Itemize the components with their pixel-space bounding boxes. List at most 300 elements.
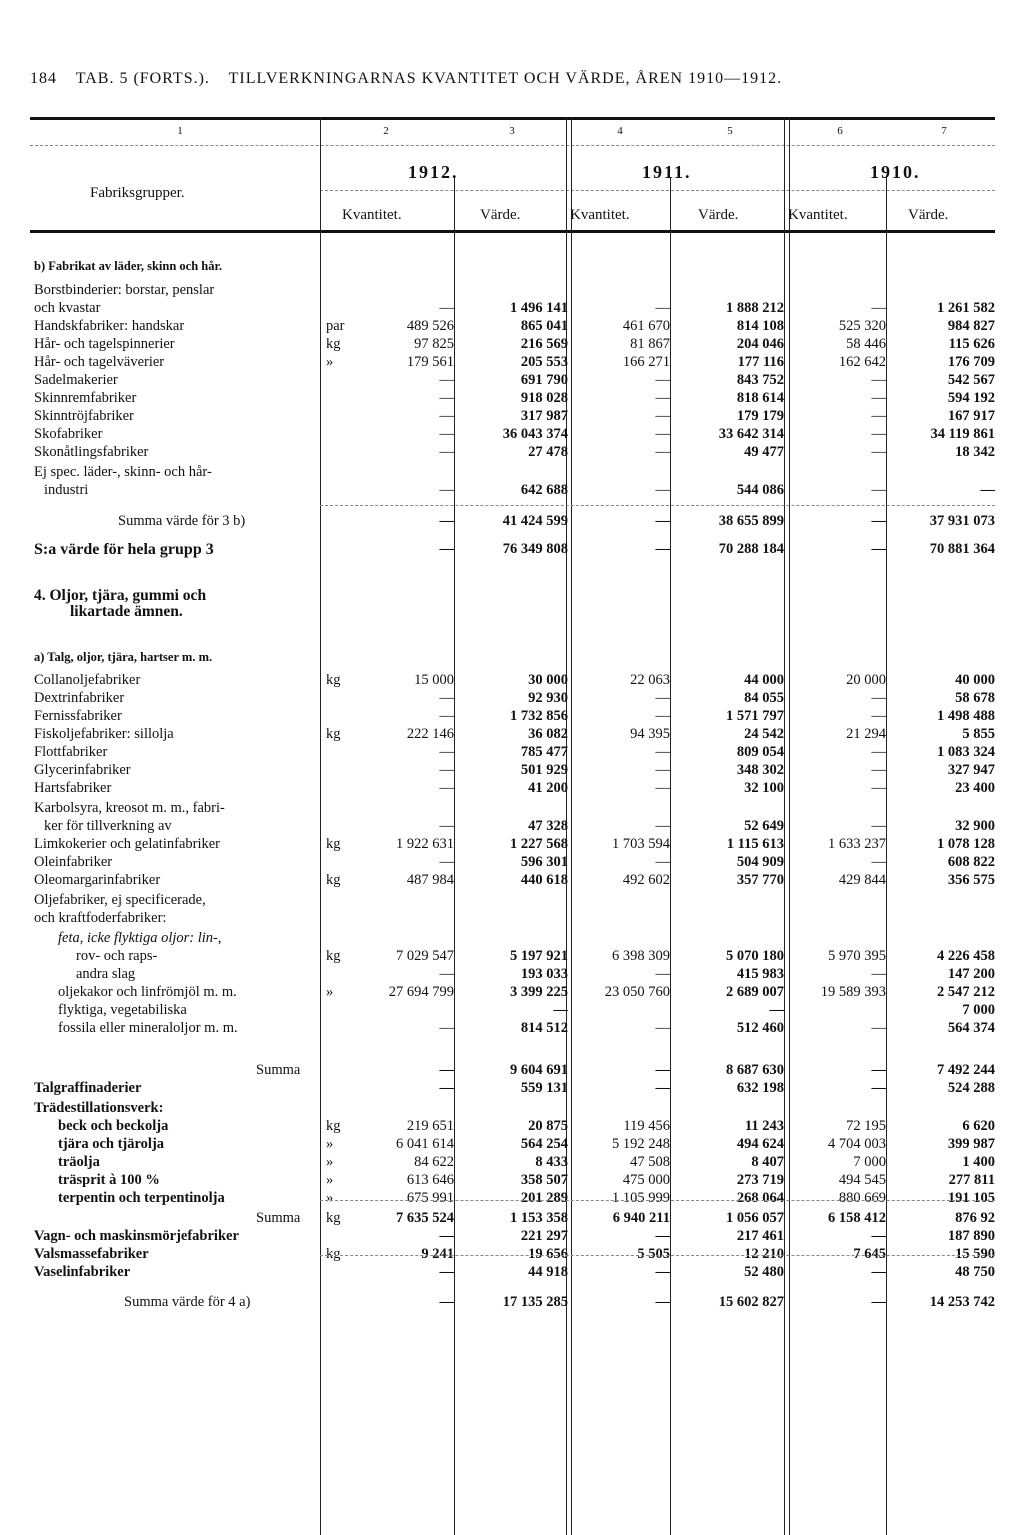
value-cell: 36 082 [528, 726, 568, 742]
unit-cell: » [326, 354, 334, 370]
quantity-cell: — [439, 818, 454, 834]
quantity-cell: — [655, 708, 670, 724]
quantity-cell: — [655, 426, 670, 442]
quantity-cell: — [655, 1020, 670, 1036]
value-cell: 177 116 [737, 354, 784, 370]
value-cell: 70 881 364 [929, 541, 995, 557]
row-label: Oljefabriker, ej specificerade, [34, 892, 206, 908]
value-cell: 918 028 [520, 390, 568, 406]
table-row [30, 836, 995, 854]
row-label: Flottfabriker [34, 744, 108, 760]
value-cell: 18 342 [955, 444, 995, 460]
table-row [30, 762, 995, 780]
unit-cell: kg [326, 872, 341, 888]
table-row [30, 259, 995, 277]
row-label: Skinnremfabriker [34, 390, 137, 406]
row-label: oljekakor och linfrömjöl m. m. [58, 984, 237, 1000]
value-cell: 205 553 [520, 354, 568, 370]
sum-rule [320, 1255, 995, 1256]
quantity-cell: 5 505 [637, 1246, 670, 1262]
quantity-cell: — [439, 1264, 454, 1280]
table-row [30, 818, 995, 836]
value-cell: 415 983 [736, 966, 784, 982]
quantity-cell: — [655, 818, 670, 834]
table-row [30, 1100, 995, 1118]
table-row [30, 1020, 995, 1038]
value-cell: 41 424 599 [502, 513, 568, 529]
value-cell: 3 399 225 [510, 984, 568, 1000]
quantity-cell: — [439, 780, 454, 796]
quantity-cell: 15 000 [414, 672, 454, 688]
quantity-cell: — [655, 854, 670, 870]
value-cell: 559 131 [520, 1080, 568, 1096]
quantity-cell: — [655, 1228, 670, 1244]
quantity-cell: — [871, 1294, 886, 1310]
unit-cell: kg [326, 1118, 341, 1134]
value-cell: 6 620 [962, 1118, 995, 1134]
value-cell: 1 078 128 [937, 836, 995, 852]
quantity-cell: 84 622 [414, 1154, 454, 1170]
table-row [30, 282, 995, 300]
row-label: Handskfabriker: handskar [34, 318, 185, 334]
value-cell: — [769, 1002, 784, 1018]
column-number: 2 [383, 125, 389, 137]
value-cell: 24 542 [744, 726, 784, 742]
quantity-cell: — [871, 300, 886, 316]
quantity-cell: 27 694 799 [388, 984, 454, 1000]
sum-rule [320, 505, 995, 506]
value-cell: 52 649 [744, 818, 784, 834]
value-cell: 2 689 007 [726, 984, 784, 1000]
table-row [30, 1080, 995, 1098]
row-label: Summa [256, 1062, 301, 1078]
value-cell: 317 987 [520, 408, 568, 424]
row-label: industri [44, 482, 89, 498]
table-row [30, 1190, 995, 1208]
value-cell: 504 909 [736, 854, 784, 870]
value-cell: 348 302 [736, 762, 784, 778]
table-row [30, 372, 995, 390]
quantity-cell: — [655, 744, 670, 760]
quantity-cell: — [439, 513, 454, 529]
quantity-cell: 222 146 [406, 726, 454, 742]
table-row [30, 984, 995, 1002]
row-label: Collanoljefabriker [34, 672, 141, 688]
unit-cell: » [326, 984, 334, 1000]
row-label: Hår- och tagelväverier [34, 354, 165, 370]
value-cell: 1 227 568 [510, 836, 568, 852]
value-cell: 49 477 [744, 444, 784, 460]
unit-cell: kg [326, 836, 341, 852]
quantity-cell: — [439, 762, 454, 778]
quantity-cell: — [871, 1080, 886, 1096]
year-rule [320, 190, 995, 191]
unit-cell: » [326, 1136, 334, 1152]
value-header: Värde. [908, 207, 949, 223]
quantity-cell: 97 825 [414, 336, 454, 352]
quantity-cell: — [655, 1062, 670, 1078]
quantity-cell: 58 446 [846, 336, 886, 352]
quantity-cell: — [655, 482, 670, 498]
quantity-cell: — [439, 1062, 454, 1078]
row-label: tjära och tjärolja [58, 1136, 165, 1152]
quantity-cell: 6 158 412 [828, 1210, 886, 1226]
value-cell: 8 433 [535, 1154, 568, 1170]
quantity-cell: — [871, 1020, 886, 1036]
quantity-cell: — [871, 482, 886, 498]
quantity-cell: 525 320 [838, 318, 886, 334]
row-label: Skofabriker [34, 426, 103, 442]
value-cell: 5 197 921 [510, 948, 568, 964]
quantity-cell: — [439, 408, 454, 424]
value-cell: 691 790 [520, 372, 568, 388]
quantity-cell: 166 271 [622, 354, 670, 370]
quantity-cell: — [655, 1294, 670, 1310]
quantity-cell: — [655, 762, 670, 778]
quantity-cell: — [439, 1228, 454, 1244]
value-cell: 564 254 [520, 1136, 568, 1152]
table-row [30, 1210, 995, 1228]
table-row [30, 872, 995, 890]
table-row [30, 390, 995, 408]
quantity-cell: — [871, 513, 886, 529]
value-cell: 15 602 827 [718, 1294, 784, 1310]
quantity-cell: — [655, 390, 670, 406]
quantity-cell: — [439, 390, 454, 406]
quantity-cell: — [871, 780, 886, 796]
quantity-cell: — [655, 300, 670, 316]
value-cell: 594 192 [947, 390, 995, 406]
value-cell: 357 770 [736, 872, 784, 888]
quantity-cell: 5 192 248 [612, 1136, 670, 1152]
value-cell: 809 054 [736, 744, 784, 760]
row-label: och kraftfoderfabriker: [34, 910, 167, 926]
page-title: TILLVERKNINGARNAS KVANTITET OCH VÄRDE, ÅREN 1910—1912. [228, 70, 783, 87]
value-cell: 268 064 [736, 1190, 784, 1206]
value-cell: 1 400 [962, 1154, 995, 1170]
table-row [30, 541, 995, 559]
quantity-cell: — [871, 426, 886, 442]
quantity-cell: — [439, 708, 454, 724]
group-column-label: Fabriksgrupper. [90, 185, 185, 201]
table-row [30, 910, 995, 928]
table-row [30, 650, 995, 668]
value-cell: 843 752 [736, 372, 784, 388]
value-cell: 1 083 324 [937, 744, 995, 760]
row-label: Hartsfabriker [34, 780, 112, 796]
value-cell: 1 496 141 [510, 300, 568, 316]
column-number: 3 [509, 125, 515, 137]
value-cell: 4 226 458 [937, 948, 995, 964]
row-label: fossila eller mineraloljor m. m. [58, 1020, 238, 1036]
row-label: Vaselinfabriker [34, 1264, 131, 1280]
table-row [30, 966, 995, 984]
value-cell: 17 135 285 [502, 1294, 568, 1310]
value-cell: 542 567 [947, 372, 995, 388]
quantity-cell: — [871, 744, 886, 760]
quantity-cell: — [871, 966, 886, 982]
row-label: Oleinfabriker [34, 854, 113, 870]
quantity-cell: — [871, 372, 886, 388]
quantity-cell: — [871, 1062, 886, 1078]
quantity-cell: 179 561 [406, 354, 454, 370]
table-reference: TAB. 5 (FORTS.). [75, 70, 210, 87]
quantity-cell: 5 970 395 [828, 948, 886, 964]
value-cell: 8 687 630 [726, 1062, 784, 1078]
value-cell: 34 119 861 [930, 426, 995, 442]
value-cell: 12 210 [744, 1246, 784, 1262]
table-row [30, 318, 995, 336]
row-label: Dextrinfabriker [34, 690, 125, 706]
quantity-cell: — [439, 854, 454, 870]
quantity-cell: — [655, 780, 670, 796]
value-cell: 596 301 [520, 854, 568, 870]
table-row [30, 464, 995, 482]
quantity-cell: 1 633 237 [828, 836, 886, 852]
table-row [30, 603, 995, 621]
quantity-cell: — [439, 1294, 454, 1310]
table-row [30, 948, 995, 966]
quantity-cell: 487 984 [406, 872, 454, 888]
quantity-cell: — [439, 966, 454, 982]
quantity-cell: — [871, 854, 886, 870]
quantity-cell: 7 029 547 [396, 948, 454, 964]
table-row [30, 726, 995, 744]
unit-cell: kg [326, 726, 341, 742]
row-label: andra slag [76, 966, 136, 982]
value-cell: 44 918 [528, 1264, 568, 1280]
row-label: terpentin och terpentinolja [58, 1190, 225, 1206]
column-number: 4 [617, 125, 623, 137]
quantity-cell: — [871, 390, 886, 406]
quantity-cell: 613 646 [406, 1172, 454, 1188]
table-row [30, 336, 995, 354]
row-label: feta, icke flyktiga oljor: lin-, [58, 930, 222, 946]
value-cell: 115 626 [948, 336, 995, 352]
quantity-cell: — [439, 690, 454, 706]
quantity-cell: — [871, 1264, 886, 1280]
row-label: Karbolsyra, kreosot m. m., fabri- [34, 800, 225, 816]
value-cell: 814 512 [520, 1020, 568, 1036]
quantity-cell: 22 063 [630, 672, 670, 688]
quantity-cell: 162 642 [838, 354, 886, 370]
quantity-cell: — [655, 1264, 670, 1280]
row-label: Summa värde för 4 a) [124, 1294, 251, 1310]
row-label: Fiskoljefabriker: sillolja [34, 726, 174, 742]
table-row [30, 1062, 995, 1080]
value-cell: 1 732 856 [510, 708, 568, 724]
quantity-cell: — [655, 408, 670, 424]
value-cell: 512 460 [736, 1020, 784, 1036]
quantity-cell: — [871, 762, 886, 778]
value-cell: 40 000 [955, 672, 995, 688]
value-cell: 399 987 [947, 1136, 995, 1152]
value-cell: 167 917 [947, 408, 995, 424]
value-cell: 494 624 [736, 1136, 784, 1152]
unit-cell: » [326, 1154, 334, 1170]
row-label: Glycerinfabriker [34, 762, 131, 778]
value-cell: — [980, 482, 995, 498]
year-label: 1910. [870, 162, 921, 182]
quantity-cell: 94 395 [630, 726, 670, 742]
quantity-cell: 81 867 [630, 336, 670, 352]
value-cell: 41 200 [528, 780, 568, 796]
row-label: Skonåtlingsfabriker [34, 444, 149, 460]
year-label: 1911. [642, 162, 692, 182]
quantity-cell: 23 050 760 [604, 984, 670, 1000]
quantity-cell: 119 456 [623, 1118, 670, 1134]
value-cell: 814 108 [736, 318, 784, 334]
quantity-cell: 1 703 594 [612, 836, 670, 852]
quantity-cell: 494 545 [838, 1172, 886, 1188]
row-label: 4. Oljor, tjära, gummi och [34, 587, 207, 604]
row-label: Summa värde för 3 b) [118, 513, 246, 529]
value-cell: 20 875 [528, 1118, 568, 1134]
row-label: beck och beckolja [58, 1118, 169, 1134]
value-cell: 70 288 184 [718, 541, 784, 557]
quantity-cell: — [871, 818, 886, 834]
value-cell: 440 618 [520, 872, 568, 888]
table-row [30, 744, 995, 762]
table-row [30, 690, 995, 708]
quantity-cell: 880 669 [838, 1190, 886, 1206]
quantity-cell: 475 000 [622, 1172, 670, 1188]
value-cell: 1 571 797 [726, 708, 784, 724]
value-cell: 277 811 [948, 1172, 995, 1188]
quantity-cell: 7 635 524 [396, 1210, 454, 1226]
value-cell: 33 642 314 [718, 426, 784, 442]
value-cell: 642 688 [520, 482, 568, 498]
table-row [30, 854, 995, 872]
quantity-cell: 47 508 [630, 1154, 670, 1170]
row-label: Trädestillationsverk: [34, 1100, 164, 1116]
quantity-cell: — [439, 300, 454, 316]
value-cell: 92 930 [528, 690, 568, 706]
quantity-cell: — [439, 482, 454, 498]
column-number-rule [30, 145, 995, 146]
value-cell: 501 929 [520, 762, 568, 778]
table-row [30, 892, 995, 910]
value-cell: 7 000 [962, 1002, 995, 1018]
quantity-cell: — [871, 408, 886, 424]
table-row [30, 930, 995, 948]
value-cell: 52 480 [744, 1264, 784, 1280]
value-cell: 9 604 691 [510, 1062, 568, 1078]
value-cell: 358 507 [520, 1172, 568, 1188]
quantity-cell: — [439, 444, 454, 460]
row-label: b) Fabrikat av läder, skinn och hår. [34, 259, 223, 273]
row-label: Summa [256, 1210, 301, 1226]
value-cell: 147 200 [947, 966, 995, 982]
year-label: 1912. [408, 162, 459, 182]
quantity-cell: 1 922 631 [396, 836, 454, 852]
quantity-cell: 6 398 309 [612, 948, 670, 964]
unit-cell: kg [326, 336, 341, 352]
unit-cell: kg [326, 948, 341, 964]
value-cell: 204 046 [736, 336, 784, 352]
value-cell: 11 243 [744, 1118, 784, 1134]
quantity-header: Kvantitet. [342, 207, 402, 223]
quantity-header: Kvantitet. [788, 207, 848, 223]
unit-cell: kg [326, 672, 341, 688]
table-row [30, 1294, 995, 1312]
quantity-cell: — [655, 444, 670, 460]
value-cell: 47 328 [528, 818, 568, 834]
row-label: ker för tillverkning av [44, 818, 172, 834]
table-row [30, 708, 995, 726]
quantity-cell: 492 602 [622, 872, 670, 888]
table-row [30, 672, 995, 690]
value-cell: 193 033 [520, 966, 568, 982]
value-cell: 37 931 073 [929, 513, 995, 529]
quantity-cell: — [439, 426, 454, 442]
value-cell: 48 750 [955, 1264, 995, 1280]
column-number: 1 [177, 125, 183, 137]
value-cell: 217 461 [736, 1228, 784, 1244]
table-row [30, 354, 995, 372]
quantity-cell: — [871, 708, 886, 724]
table-row [30, 1002, 995, 1020]
value-cell: 32 100 [744, 780, 784, 796]
quantity-cell: — [439, 372, 454, 388]
quantity-cell: 72 195 [846, 1118, 886, 1134]
value-cell: 27 478 [528, 444, 568, 460]
row-label: Vagn- och maskinsmörjefabriker [34, 1228, 239, 1244]
row-label: Skinntröjfabriker [34, 408, 134, 424]
value-cell: 1 115 613 [726, 836, 784, 852]
value-cell: 179 179 [736, 408, 784, 424]
value-cell: 30 000 [528, 672, 568, 688]
unit-cell: par [326, 318, 345, 334]
sum-rule [320, 1200, 995, 1201]
quantity-cell: 9 241 [421, 1246, 454, 1262]
value-cell: 1 888 212 [726, 300, 784, 316]
unit-cell: » [326, 1172, 334, 1188]
value-cell: 524 288 [947, 1080, 995, 1096]
quantity-cell: — [871, 444, 886, 460]
quantity-cell: — [439, 541, 454, 557]
value-cell: 216 569 [520, 336, 568, 352]
quantity-cell: 429 844 [838, 872, 886, 888]
value-cell: 14 253 742 [929, 1294, 995, 1310]
value-cell: 273 719 [736, 1172, 784, 1188]
unit-cell: kg [326, 1246, 341, 1262]
quantity-cell: 21 294 [846, 726, 886, 742]
value-cell: 984 827 [947, 318, 995, 334]
value-cell: 564 374 [947, 1020, 995, 1036]
table-row [30, 1136, 995, 1154]
table-row [30, 482, 995, 500]
table-row [30, 408, 995, 426]
value-cell: 818 614 [736, 390, 784, 406]
column-number: 7 [941, 125, 947, 137]
page-number: 184 [30, 70, 57, 87]
quantity-cell: — [655, 372, 670, 388]
value-cell: 8 407 [751, 1154, 784, 1170]
quantity-cell: 4 704 003 [828, 1136, 886, 1152]
row-label: Fernissfabriker [34, 708, 122, 724]
row-label: och kvastar [34, 300, 101, 316]
value-cell: 38 655 899 [718, 513, 784, 529]
unit-cell: kg [326, 1210, 341, 1226]
quantity-cell: — [871, 1228, 886, 1244]
value-cell: 15 590 [955, 1246, 995, 1262]
quantity-cell: 6 940 211 [612, 1210, 670, 1226]
value-cell: 176 709 [947, 354, 995, 370]
value-cell: 876 92 [955, 1210, 995, 1226]
page-header [30, 70, 796, 88]
value-cell: 785 477 [520, 744, 568, 760]
